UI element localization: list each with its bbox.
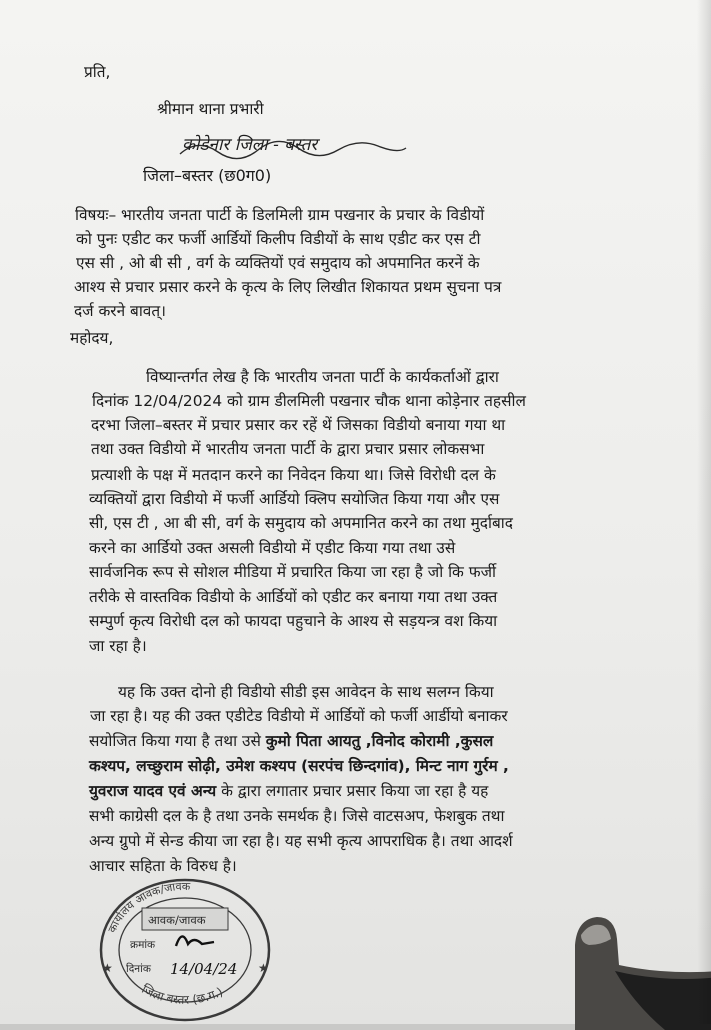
subject-line: दर्ज करने बावत्। [74, 302, 166, 320]
stamp-bottom-text: जिला बस्तर (छ.ग.) [139, 981, 226, 1007]
paragraph-line: दिनांक 12/04/2024 को ग्राम डीलमिली पखनार चौक थाना कोड़ेनार तहसील [92, 392, 526, 410]
paragraph-line: व्यक्तियों द्वारा विडीयो में फर्जी आर्डियो क्लिप सयोजित किया गया और एस [89, 490, 500, 508]
accused-names: कश्यप, लच्छुराम सोढ़ी, उमेश कश्यप (सरपंच छिन्दगांव), मिन्ट नाग गुर्रम , [89, 757, 509, 775]
paragraph-line: अन्य ग्रुपो में सेन्ड कीया जा रहा है। यह सभी कृत्य आपराधिक है। तथा आदर्श [89, 832, 513, 850]
stamp-number-label: क्रमांक [130, 939, 156, 951]
paragraph-line: सभी काग्रेसी दल के है तथा उनके समर्थक है। जिसे वाटसअप, फेशबुक तथा [89, 807, 505, 825]
accused-names: युवराज यादव एवं अन्य [89, 782, 217, 800]
paragraph-line [89, 731, 493, 751]
paragraph-line: तरीके से वास्तविक विडीयो के आर्डियों को एडीट कर बनाया गया तथा उक्त [89, 588, 498, 606]
accused-names: कुमो पिता आयतु ,विनोद कोरामी ,कुसल [265, 732, 494, 750]
stamp-date-handwritten: 14/04/24 [170, 960, 238, 978]
paragraph-line: जा रहा है। यह की उक्त एडीटेड विडीयो में आर्डियों को फर्जी आर्डीयो बनाकर [90, 707, 508, 725]
greeting: महोदय, [70, 329, 114, 347]
paragraph-line: विष्यान्तर्गत लेख है कि भारतीय जनता पार्टी के कार्यकर्ताओं द्वारा [146, 368, 499, 386]
svg-text:जिला बस्तर (छ.ग.) [139, 982, 225, 1007]
subject-line: एस सी , ओ बी सी , वर्ग के व्यक्तियों एवं समुदाय को अपमानित करनें के [76, 254, 480, 272]
page-edge-shadow [697, 0, 711, 1024]
stamp-date-label: दिनांक [126, 963, 151, 975]
paragraph-line: आचार सहिता के विरुध है। [89, 857, 237, 875]
paragraph-line: जा रहा है। [89, 637, 147, 655]
handwritten-station-text: कोडेनार जिला - बस्तर [182, 135, 318, 155]
salutation-to: प्रति, [84, 63, 111, 81]
paragraph-line [89, 781, 488, 801]
paragraph-line: तथा उक्त विडीयो में भारतीय जनता पार्टी के द्वारा प्रचार प्रसार लोकसभा [91, 440, 485, 458]
paragraph-line: दरभा जिला–बस्तर में प्रचार प्रसार कर रहें थें जिसका विडीयो बनाया गया था [91, 416, 506, 434]
paragraph-line: सी, एस टी , आ बी सी, वर्ग के समुदाय को अपमानित करने का तथा मुर्दाबाद [89, 514, 513, 532]
office-stamp [90, 872, 280, 1022]
paragraph-text: के द्वारा लगातार प्रचार प्रसार किया जा रहा है यह [216, 782, 489, 800]
paragraph-line: सार्वजनिक रूप से सोशल मीडिया में प्रचारित किया जा रहा है जो कि फर्जी [89, 563, 497, 581]
stamp-top-text: कार्यालय आवक/जावक [105, 879, 191, 935]
subject-line: विषयः– भारतीय जनता पार्टी के डिलमिली ग्राम पखनार के प्रचार के विडीयों [75, 206, 485, 224]
paragraph-line: करने का आर्डियो उक्त असली विडीयो में एडीट किया गया तथा उसे [89, 539, 456, 557]
stamp-inward-label: आवक/जावक [148, 913, 206, 927]
paragraph-line: सम्पुर्ण कृत्य विरोधी दल को फायदा पहुचाने के आश्य से सड़यन्त्र वश किया [89, 612, 498, 630]
recipient-title: श्रीमान थाना प्रभारी [157, 100, 264, 118]
star-icon: ★ [102, 961, 113, 975]
subject-line: को पुनः एडीट कर फर्जी आर्डियों किलीप विडीयों के साथ एडीट कर एस टी [76, 230, 481, 248]
recipient-district: जिला–बस्तर (छ0ग0) [143, 166, 272, 185]
paragraph-line: यह कि उक्त दोनो ही विडीयो सीडी इस आवेदन के साथ सलग्न किया [118, 683, 494, 701]
paragraph-text: सयोजित किया गया है तथा उसे [89, 732, 266, 750]
stamp-signature [176, 936, 214, 946]
star-icon: ★ [258, 961, 269, 975]
paragraph-line: प्रत्याशी के पक्ष में मतदान करने का निवेदन किया था। जिसे विरोधी दल के [91, 466, 496, 484]
subject-line: आश्य से प्रचार प्रसार करने के कृत्य के लिए लिखीत शिकायत प्रथम सुचना पत्र [74, 278, 502, 296]
thumb-photo [545, 905, 711, 1030]
handwritten-station-name [178, 128, 408, 162]
